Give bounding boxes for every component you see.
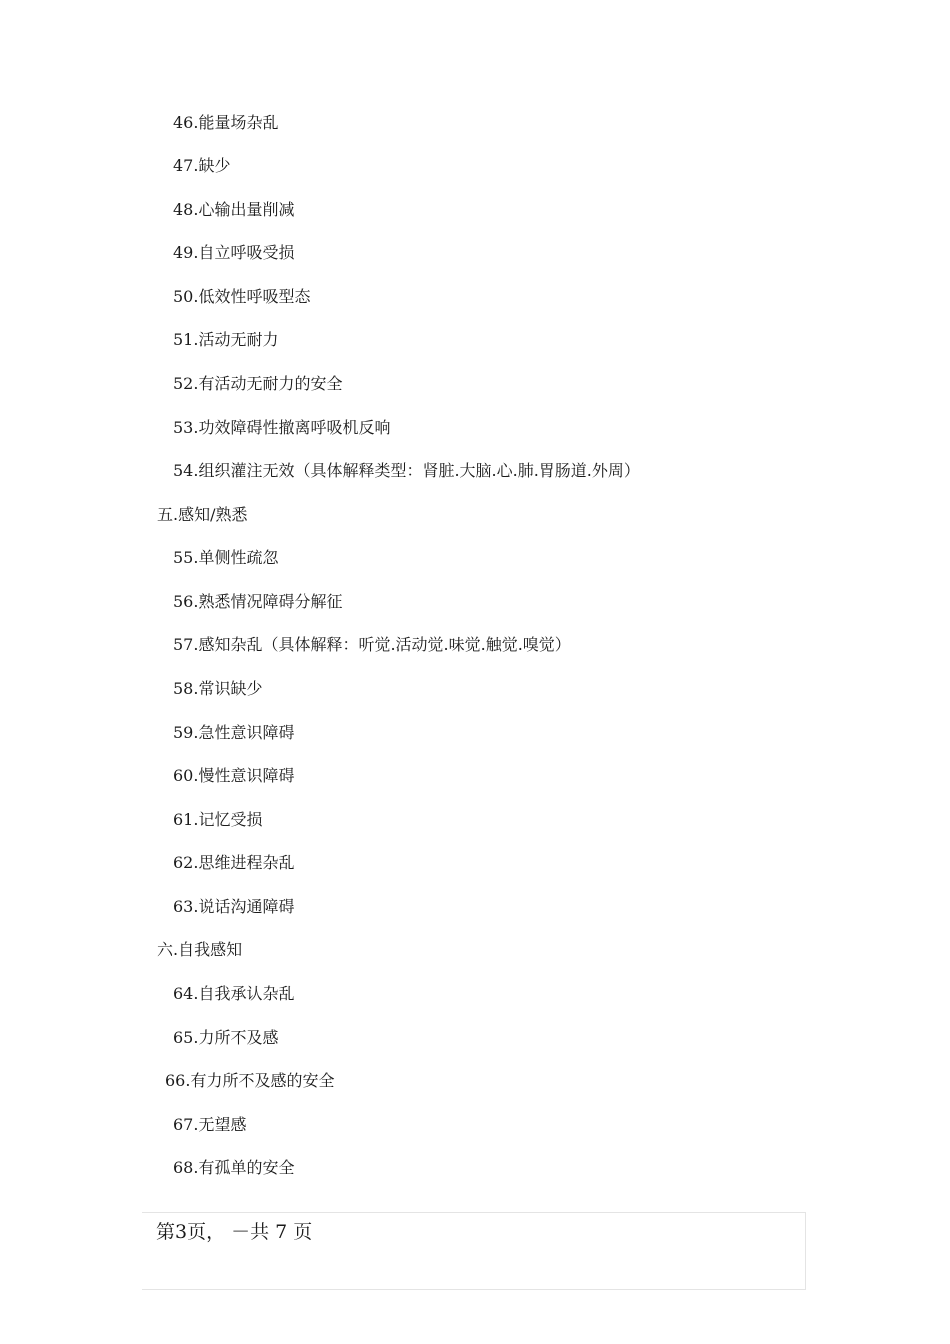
list-item: 57.感知杂乱（具体解释：听觉.活动觉.味觉.触觉.嗅觉） bbox=[173, 635, 571, 654]
list-item: 50.低效性呼吸型态 bbox=[173, 287, 311, 306]
page-number: 第3页， －共 7 页 bbox=[156, 1221, 313, 1243]
list-item: 46.能量场杂乱 bbox=[173, 113, 279, 132]
list-item: 52.有活动无耐力的安全 bbox=[173, 374, 343, 393]
list-item: 51.活动无耐力 bbox=[173, 330, 279, 349]
list-item: 59.急性意识障碍 bbox=[173, 723, 295, 742]
list-item: 60.慢性意识障碍 bbox=[173, 766, 295, 785]
list-item: 65.力所不及感 bbox=[173, 1028, 279, 1047]
list-item: 53.功效障碍性撤离呼吸机反响 bbox=[173, 418, 391, 437]
list-item: 68.有孤单的安全 bbox=[173, 1158, 295, 1177]
list-item: 55.单侧性疏忽 bbox=[173, 548, 279, 567]
list-item: 61.记忆受损 bbox=[173, 810, 263, 829]
list-item: 47.缺少 bbox=[173, 156, 231, 175]
list-item: 58.常识缺少 bbox=[173, 679, 263, 698]
list-item: 54.组织灌注无效（具体解释类型：肾脏.大脑.心.肺.胃肠道.外周） bbox=[173, 461, 640, 480]
list-item: 67.无望感 bbox=[173, 1115, 247, 1134]
list-item: 56.熟悉情况障碍分解征 bbox=[173, 592, 343, 611]
list-item: 62.思维进程杂乱 bbox=[173, 853, 295, 872]
list-item: 48.心输出量削减 bbox=[173, 200, 295, 219]
list-item: 49.自立呼吸受损 bbox=[173, 243, 295, 262]
list-item: 63.说话沟通障碍 bbox=[173, 897, 295, 916]
section-heading: 六.自我感知 bbox=[157, 940, 243, 959]
list-item: 66.有力所不及感的安全 bbox=[165, 1071, 335, 1090]
section-heading: 五.感知/熟悉 bbox=[157, 505, 248, 524]
list-item: 64.自我承认杂乱 bbox=[173, 984, 295, 1003]
